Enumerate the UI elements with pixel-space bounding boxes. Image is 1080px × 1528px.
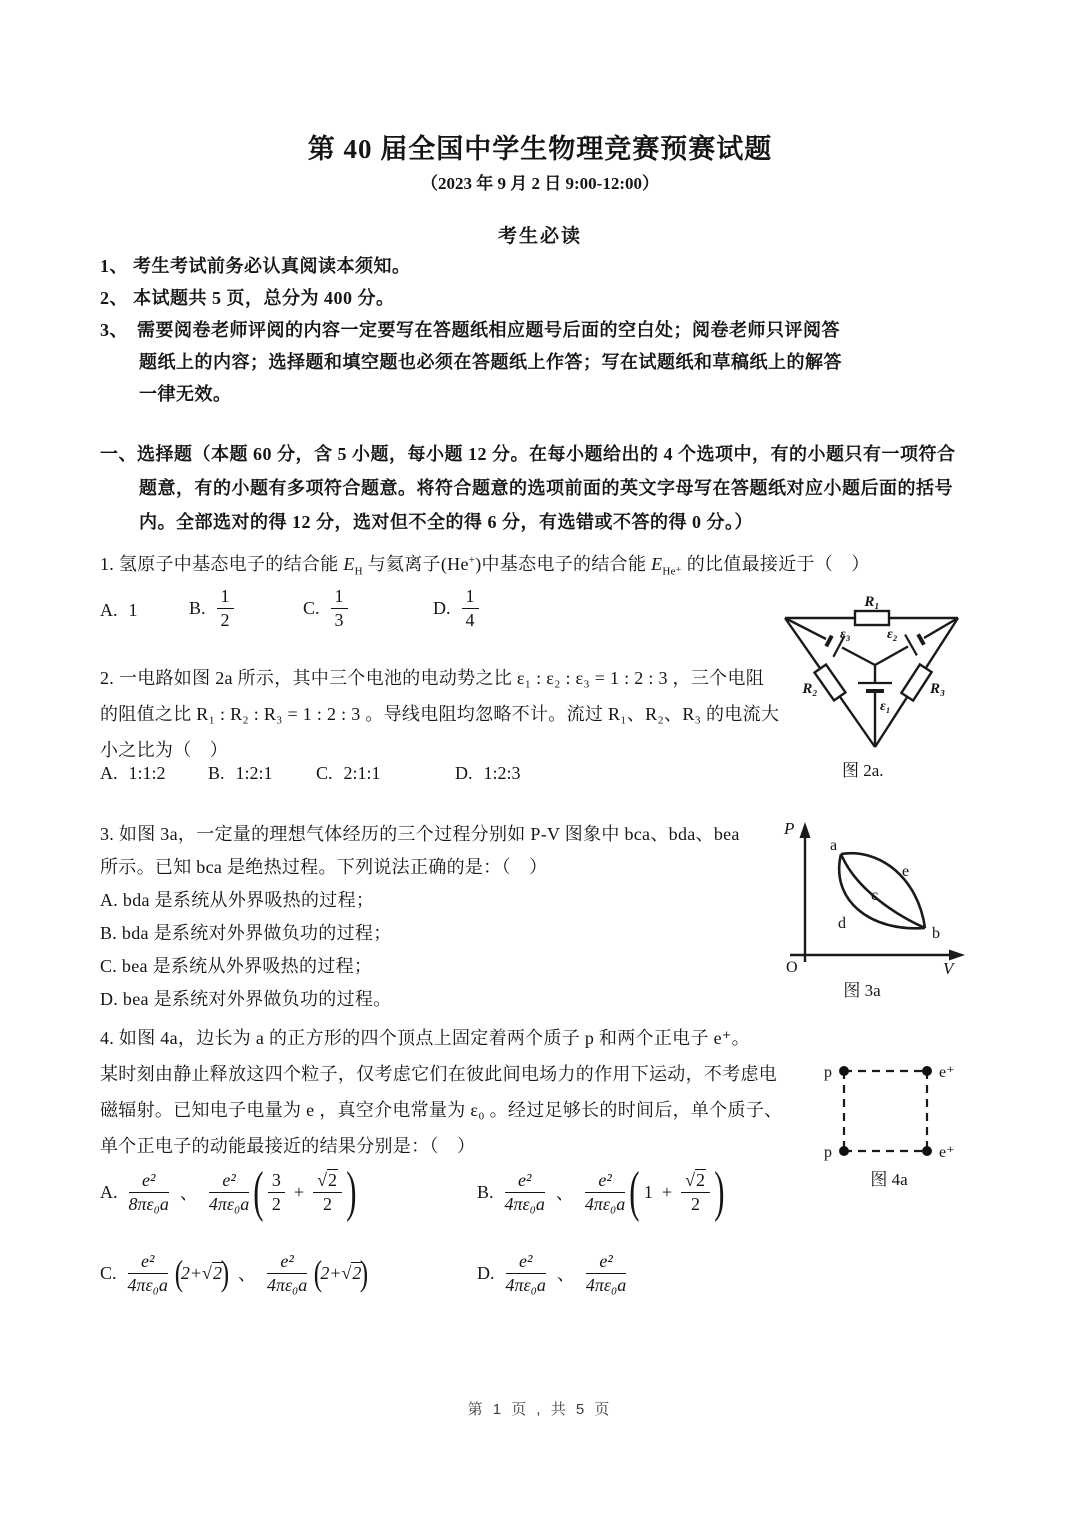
q1-option-a: A. 1 bbox=[100, 600, 138, 620]
positron-dot-top bbox=[922, 1066, 932, 1076]
label-a: a bbox=[830, 837, 838, 854]
section1-line1: 一、选择题（本题 60 分，含 5 小题，每小题 12 分。在每小题给出的 4 个选项中，有的小题只有一项符合 bbox=[100, 444, 956, 464]
label-p-bottom: p bbox=[824, 1144, 832, 1161]
question-1-stem bbox=[100, 550, 870, 578]
figure-4a-square bbox=[792, 1038, 1007, 1198]
label-d: d bbox=[838, 915, 846, 932]
exam-datetime: （2023 年 9 月 2 日 9:00-12:00） bbox=[421, 174, 659, 193]
section1-line3: 内。全部选对的得 12 分，选对但不全的得 6 分，有选错或不答的得 0 分。） bbox=[139, 512, 753, 532]
figure-2a-caption: 图 2a. bbox=[842, 761, 884, 780]
figure-3a-pv-diagram bbox=[770, 812, 985, 1007]
fraction: $\frac{\text{e²}}{\text{8πε₀a}}$ bbox=[128, 1169, 169, 1214]
page-title: 第 40 届全国中学生物理竞赛预赛试题 bbox=[307, 134, 773, 164]
battery-e2-icon bbox=[905, 634, 924, 655]
left-paren: ( bbox=[253, 1161, 264, 1223]
q1-text2: 与氦离子(He bbox=[362, 554, 469, 574]
label-V: V bbox=[943, 959, 954, 978]
q3-option-b: B. bda 是系统对外界做负功的过程； bbox=[100, 923, 392, 943]
label-p-top: p bbox=[824, 1064, 832, 1081]
paren-factor: ( 2+ √ 2 ) bbox=[314, 1253, 369, 1293]
fraction: $\frac{√2}{2}$ bbox=[313, 1169, 342, 1214]
section1-line2: 题意，有的小题有多项符合题意。将符合题意的选项前面的英文字母写在答题纸对应小题后面的括号 bbox=[139, 478, 953, 498]
label-e1: ε₁ bbox=[880, 699, 891, 714]
question-3-line2: 所示。已知 bca 是绝热过程。下列说法正确的是：（ ） bbox=[100, 857, 548, 877]
notice-item-3 bbox=[100, 316, 840, 342]
q4-option-d: D. $\frac{\text{e²}}{\text{4πε₀a}}$ 、 $\frac{\text{e²}}{\text{4πε₀a}}$ bbox=[477, 1250, 627, 1295]
q1-option-d: D. $\frac{1}{4}$ bbox=[433, 586, 479, 630]
label-e: e bbox=[902, 863, 910, 880]
fraction: $\frac{\text{e²}}{\text{4πε₀a}}$ bbox=[585, 1250, 627, 1295]
fraction: $\frac{\text{e²}}{\text{4πε₀a}}$ bbox=[266, 1250, 308, 1295]
figure-2a-circuit bbox=[772, 580, 982, 785]
q1-EHe-symbol: E bbox=[651, 554, 663, 574]
fraction: $\frac{\text{e²}}{\text{4πε₀a}}$ bbox=[208, 1169, 250, 1214]
resistor-r1-box bbox=[855, 611, 889, 625]
q1-he-plus: + bbox=[468, 554, 476, 566]
q1-text: 1. 氢原子中基态电子的结合能 bbox=[100, 554, 344, 574]
q1-EH-subscript: H bbox=[354, 565, 363, 578]
question-4-line3: 磁辐射。已知电子电量为 e ，真空介电常量为 ε₀ 。经过足够长的时间后，单个质子、 bbox=[100, 1100, 783, 1120]
q3-option-a: A. bda 是系统从外界吸热的过程； bbox=[100, 890, 375, 910]
q1-EH-symbol: E bbox=[343, 554, 355, 574]
fraction: $\frac{3}{2}$ bbox=[268, 1170, 285, 1214]
question-4-line2: 某时刻由静止释放这四个粒子，仅考虑它们在彼此间电场力的作用下运动，不考虑电 bbox=[100, 1064, 778, 1084]
notice-heading: 考生必读 bbox=[497, 226, 582, 247]
notice-item-3-num: 3、 bbox=[100, 320, 128, 340]
proton-dot-bottom bbox=[839, 1146, 849, 1156]
right-paren: ) bbox=[714, 1161, 725, 1223]
q3-option-c: C. bea 是系统从外界吸热的过程； bbox=[100, 956, 373, 976]
q2-option-a: A. 1:1:2 bbox=[100, 763, 166, 783]
q1-option-b: B. $\frac{1}{2}$ bbox=[189, 586, 234, 630]
paren-factor: ( 2+ √ 2 ) bbox=[174, 1253, 230, 1293]
q2-option-c: C. 2:1:1 bbox=[316, 763, 381, 783]
q4-option-a: A. $\frac{\text{e²}}{\text{8πε₀a}}$ 、 $\frac{\text{e²}}{\text{4πε₀a}}$ ( $\frac{3}{2}$ + $\frac{√2}{2}$ ) bbox=[100, 1161, 357, 1223]
label-e-top: e⁺ bbox=[939, 1064, 955, 1081]
page-number: 第 1 页 , 共 5 页 bbox=[467, 1401, 613, 1418]
right-paren: ) bbox=[346, 1161, 357, 1223]
process-curves bbox=[839, 853, 925, 928]
q4-option-c: C. $\frac{\text{e²}}{\text{4πε₀a}}$ ( 2+ √ 2 ) 、 $\frac{\text{e²}}{\text{4πε₀a}}$ ( 2+ √ 2 ) bbox=[100, 1250, 369, 1295]
label-b: b bbox=[932, 925, 940, 942]
q1-text4: 的比值最接近于（ ） bbox=[681, 554, 870, 574]
label-P: P bbox=[784, 819, 795, 838]
figure-3a-caption: 图 3a bbox=[843, 981, 881, 1000]
q2-option-b: B. 1:2:1 bbox=[208, 763, 273, 783]
label-c: c bbox=[871, 887, 879, 904]
fraction: $\frac{1}{3}$ bbox=[331, 586, 348, 630]
p-axis-arrow bbox=[800, 822, 811, 838]
notice-item-1 bbox=[100, 252, 411, 278]
label-e-bottom: e⁺ bbox=[939, 1144, 955, 1161]
notice-item-2-num: 2、 bbox=[100, 288, 128, 308]
notice-item-1-num: 1、 bbox=[100, 256, 128, 276]
positron-dot-bottom bbox=[922, 1146, 932, 1156]
fraction: $\frac{\text{e²}}{\text{4πε₀a}}$ bbox=[505, 1250, 546, 1295]
battery-e1-icon bbox=[858, 683, 892, 691]
q1-EHe-subscript: He⁺ bbox=[662, 565, 682, 578]
label-r2: R₂ bbox=[802, 681, 818, 697]
label-r1: R₁ bbox=[864, 594, 880, 610]
figure-4a-caption: 图 4a bbox=[870, 1170, 908, 1189]
notice-item-2 bbox=[100, 284, 395, 310]
question-2-line1: 2. 一电路如图 2a 所示，其中三个电池的电动势之比 ε₁ : ε₂ : ε₃ = 1 : 2 : 3 ，三个电阻 bbox=[100, 668, 765, 688]
q3-option-d: D. bea 是系统对外界做负功的过程。 bbox=[100, 989, 392, 1009]
label-e2: ε₂ bbox=[887, 627, 898, 642]
resistor-r3-box bbox=[901, 664, 931, 700]
notice-item-3-line2: 题纸上的内容；选择题和填空题也必须在答题纸上作答；写在试题纸和草稿纸上的解答 bbox=[139, 352, 842, 372]
fraction: $\frac{1}{2}$ bbox=[217, 586, 234, 630]
question-2-line3: 小之比为（ ） bbox=[100, 740, 229, 760]
fraction: $\frac{\text{e²}}{\text{4πε₀a}}$ bbox=[127, 1250, 168, 1295]
resistor-r2-box bbox=[815, 665, 846, 701]
fraction: $\frac{1}{4}$ bbox=[462, 586, 479, 630]
q4-option-b: B. $\frac{\text{e²}}{\text{4πε₀a}}$ 、 $\frac{\text{e²}}{\text{4πε₀a}}$ ( 1 + $\frac{√2}{2}$ ) bbox=[477, 1161, 725, 1223]
question-4-line4: 单个正电子的动能最接近的结果分别是：（ ） bbox=[100, 1136, 476, 1156]
question-3-line1: 3. 如图 3a，一定量的理想气体经历的三个过程分别如 P-V 图象中 bca、bda、bea bbox=[100, 824, 740, 844]
proton-dot-top bbox=[839, 1066, 849, 1076]
notice-item-1-text: 考生考试前务必认真阅读本须知。 bbox=[133, 256, 411, 276]
q1-text3: )中基态电子的结合能 bbox=[475, 554, 652, 574]
q2-option-d: D. 1:2:3 bbox=[455, 763, 521, 783]
notice-item-3-line3: 一律无效。 bbox=[139, 384, 232, 404]
fraction: $\frac{\text{e²}}{\text{4πε₀a}}$ bbox=[584, 1169, 626, 1214]
left-paren: ( bbox=[629, 1161, 640, 1223]
notice-item-3-line1: 需要阅卷老师评阅的内容一定要写在答题纸相应题号后面的空白处；阅卷老师只评阅答 bbox=[137, 320, 840, 340]
label-O: O bbox=[786, 959, 798, 976]
curve-aeb bbox=[841, 853, 925, 928]
q1-option-c: C. $\frac{1}{3}$ bbox=[303, 586, 348, 630]
question-2-line2: 的阻值之比 R₁ : R₂ : R₃ = 1 : 2 : 3 。导线电阻均忽略不计。流过 R₁、R₂、R₃ 的电流大 bbox=[100, 704, 780, 724]
fraction: $\frac{\text{e²}}{\text{4πε₀a}}$ bbox=[504, 1169, 545, 1214]
square-dashed-sides bbox=[844, 1071, 927, 1151]
notice-item-2-text: 本试题共 5 页，总分为 400 分。 bbox=[133, 288, 395, 308]
fraction: $\frac{√2}{2}$ bbox=[681, 1169, 710, 1214]
label-r3: R₃ bbox=[930, 681, 946, 697]
label-e3: ε₃ bbox=[840, 627, 851, 642]
question-4-line1: 4. 如图 4a，边长为 a 的正方形的四个顶点上固定着两个质子 p 和两个正电子 e⁺。 bbox=[100, 1028, 750, 1048]
